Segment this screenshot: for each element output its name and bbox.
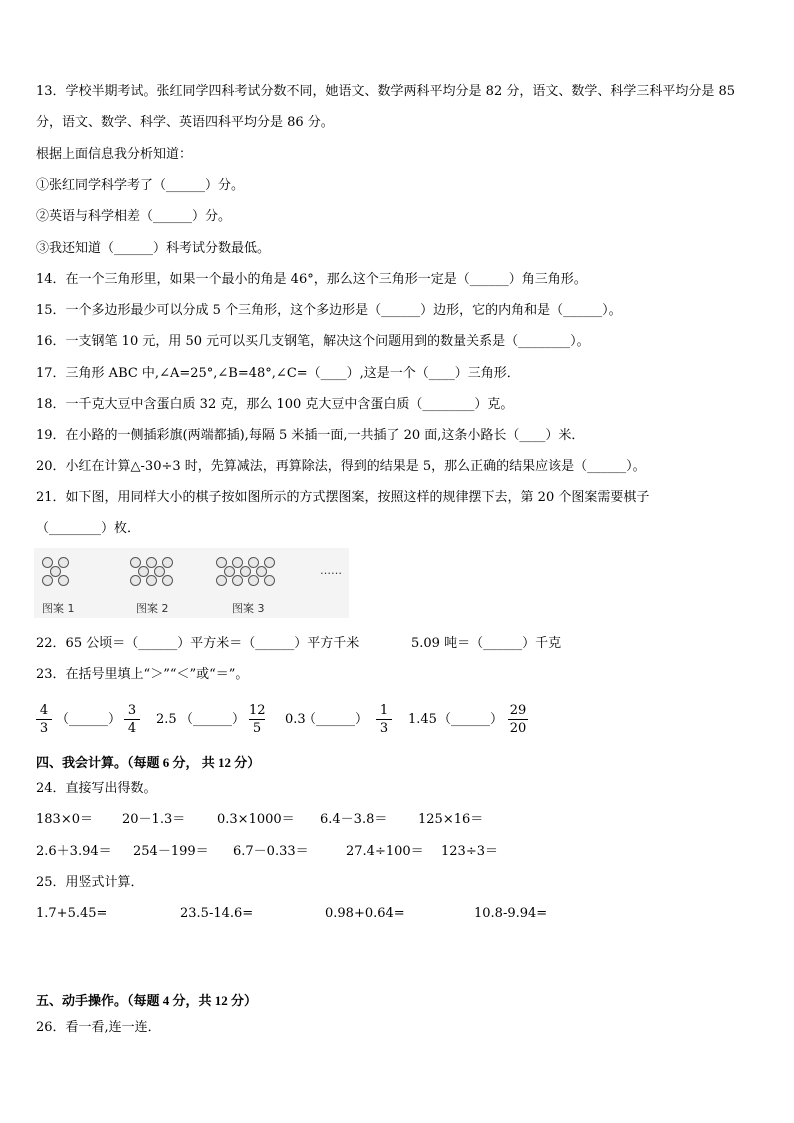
q13-line3: 根据上面信息我分析知道： <box>36 147 193 162</box>
calc-item: 254－199＝ <box>133 844 209 859</box>
calc-item: 6.4－3.8＝ <box>320 812 388 827</box>
q13-sub2: ②英语与科学相差（______）分。 <box>36 209 232 224</box>
q18: 18．一千克大豆中含蛋白质 32 克，那么 100 克大豆中含蛋白质（________）克。 <box>36 397 514 412</box>
q16: 16．一支钢笔 10 元，用 50 元可以买几支钢笔，解决这个问题用到的数量关系是（________）。 <box>36 334 590 349</box>
ellipsis: …… <box>320 564 342 577</box>
section-4-heading: 四、我会计算。（每题 6 分， 共 12 分） <box>36 755 261 770</box>
calc-item: 27.4÷100＝ <box>346 844 424 859</box>
q23-stem: 23．在括号里填上“＞”“＜”或“＝”。 <box>36 667 249 682</box>
q20: 20．小红在计算△-30÷3 时，先算减法，再算除法，得到的结果是 5，那么正确的结果应该是（______）。 <box>36 459 646 474</box>
vertical-calc-item: 10.8-9.94= <box>474 906 548 921</box>
piece-icon <box>264 575 275 586</box>
q25: 25．用竖式计算． <box>36 875 144 890</box>
piece-icon <box>58 575 69 586</box>
calc-item: 125×16＝ <box>418 812 484 827</box>
piece-icon <box>162 575 173 586</box>
piece-icon <box>264 557 275 568</box>
value-2-5: 2.5 <box>156 712 177 727</box>
calc-item: 20－1.3＝ <box>122 812 186 827</box>
calc-item: 183×0＝ <box>36 812 93 827</box>
piece-icon <box>162 557 173 568</box>
fraction-12-5: $\frac{12}{5}$ <box>249 703 266 736</box>
vertical-calc-item: 1.7+5.45= <box>36 906 108 921</box>
calc-item: 2.6＋3.94＝ <box>36 844 112 859</box>
q17: 17．三角形 ABC 中,∠A=25°,∠B=48°,∠C=（____）,这是一个（____）三角形． <box>36 366 520 381</box>
compare-blank: （______） <box>303 712 369 727</box>
q26: 26．看一看,连一连． <box>36 1020 161 1035</box>
section-5-heading: 五、动手操作。（每题 4 分，共 12 分） <box>36 993 258 1008</box>
q21-line1: 21．如下图，用同样大小的棋子按如图所示的方式摆图案，按照这样的规律摆下去，第 20 个图案需要棋子 <box>36 490 650 505</box>
q13-sub3: ③我还知道（______）科考试分数最低。 <box>36 241 271 256</box>
piece-icon <box>130 575 141 586</box>
piece-icon <box>216 575 227 586</box>
pattern-label-1: 图案 1 <box>42 602 75 615</box>
q21-line2: （________）枚． <box>36 521 141 536</box>
compare-blank: （______） <box>180 712 246 727</box>
value-1-45: 1.45 <box>408 712 437 727</box>
q22-mass: 5.09 吨＝（______）千克 <box>411 636 562 651</box>
q14: 14．在一个三角形里，如果一个最小的角是 46°，那么这个三角形一定是（______）角三角形。 <box>36 272 587 287</box>
piece-icon <box>248 575 259 586</box>
q19: 19．在小路的一侧插彩旗(两端都插),每隔 5 米插一面,一共插了 20 面,这条小路长（____）米． <box>36 428 585 443</box>
q24: 24．直接写出得数。 <box>36 781 157 796</box>
value-0-3: 0.3 <box>285 712 306 727</box>
fraction-4-3: $\frac{4}{3}$ <box>36 703 52 736</box>
q13-line1: 13．学校半期考试。张红同学四科考试分数不同，她语文、数学两科平均分是 82 分，语文、数学、科学三科平均分是 85 <box>36 84 736 99</box>
pattern-figure <box>34 548 349 618</box>
fraction-1-3: $\frac{1}{3}$ <box>376 703 392 736</box>
piece-icon <box>58 557 69 568</box>
vertical-calc-item: 23.5-14.6= <box>180 906 254 921</box>
calc-item: 123÷3＝ <box>441 844 498 859</box>
q13-line2: 分，语文、数学、科学、英语四科平均分是 86 分。 <box>36 115 334 130</box>
piece-icon <box>146 575 157 586</box>
calc-item: 0.3×1000＝ <box>217 812 295 827</box>
fraction-3-4: $\frac{3}{4}$ <box>124 703 140 736</box>
compare-blank: （______） <box>56 712 122 727</box>
q15: 15．一个多边形最少可以分成 5 个三角形，这个多边形是（______）边形，它的内角和是（______）。 <box>36 303 622 318</box>
calc-item: 6.7－0.33＝ <box>233 844 309 859</box>
piece-icon <box>232 575 243 586</box>
fraction-29-20: $\frac{29}{20}$ <box>509 703 527 736</box>
compare-blank: （______） <box>438 712 504 727</box>
q13-sub1: ①张红同学科学考了（______）分。 <box>36 178 245 193</box>
piece-icon <box>42 575 53 586</box>
vertical-calc-item: 0.98+0.64= <box>325 906 405 921</box>
pattern-label-2: 图案 2 <box>136 602 169 615</box>
q22-area: 22．65 公顷＝（______）平方米＝（______）平方千米 <box>36 636 360 651</box>
pattern-label-3: 图案 3 <box>232 602 265 615</box>
